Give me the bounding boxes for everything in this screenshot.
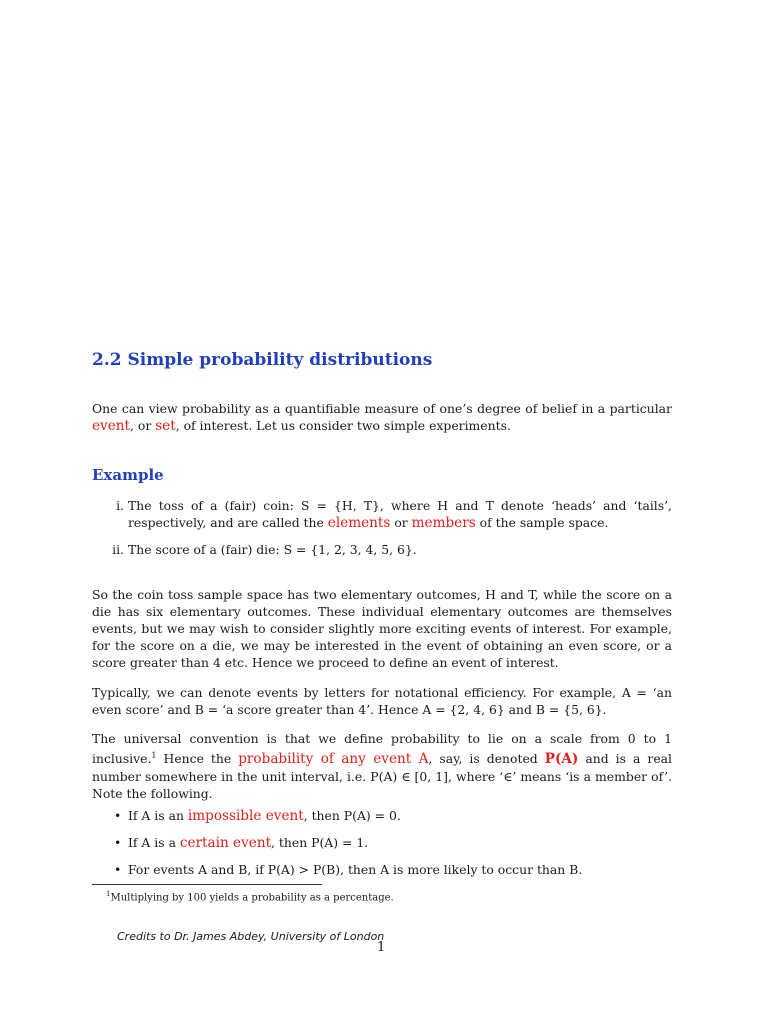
bullet-text: If A is an: [128, 808, 188, 823]
example-item-2: [112, 541, 672, 558]
item-number: ii.: [112, 542, 124, 557]
item-number: i.: [116, 498, 124, 513]
intro-paragraph: [92, 400, 672, 435]
paragraph-elementary-outcomes: So the coin toss sample space has two elementary outcomes, H and T, while the score on a die has six elementary outcomes. These individual elementary outcomes are themselves events, but we may wish to consider slightly more exciting events of interest. For example, for the score on a die, we may be interested in the event of obtaining an even score, or a score greater than 4 etc. Hence we proceed to define an event of interest.: [92, 587, 672, 670]
footnote-mark: 1: [106, 890, 111, 898]
credits-line: Credits to Dr. James Abdey, University of London: [117, 930, 385, 943]
term-probability-of-any-event: probability of any event A: [238, 751, 429, 768]
term-set: set: [155, 418, 176, 434]
bullet-icon: •: [114, 808, 122, 823]
item-text-end: of the sample space.: [475, 515, 609, 530]
p3-text-1: The universal convention is that we define probability to lie on a scale from 0 to 1 inclusive.: [92, 731, 672, 767]
footnote-divider: [92, 884, 322, 885]
footnote: [106, 888, 394, 904]
page-number: 1: [377, 940, 386, 955]
bullet-text: For events A and B, if P(A) > P(B), then A is more likely to occur than B.: [128, 862, 583, 877]
bullet-more-likely: [114, 861, 672, 878]
paragraph-probability-scale: [92, 730, 672, 802]
intro-text-3: , of interest. Let us consider two simple experiments.: [175, 418, 511, 433]
item-text-or: or: [390, 515, 412, 530]
p3-text-4: and is a real number somewhere in the unit interval, i.e. P(A) ∈ [0, 1], where ‘∈’ means ‘is a member of’. Note the following.: [92, 751, 673, 802]
term-certain-event: certain event: [179, 835, 272, 851]
bullet-text-end: , then P(A) = 0.: [303, 808, 401, 823]
item-text: The score of a (fair) die: S = {1, 2, 3, 4, 5, 6}.: [128, 542, 417, 557]
term-p-of-a: P(A): [544, 751, 579, 768]
term-elements: elements: [327, 515, 391, 531]
example-heading: Example: [92, 466, 164, 484]
example-item-1: [116, 497, 672, 532]
p3-text-2: Hence the: [156, 751, 239, 767]
term-impossible-event: impossible event: [187, 808, 304, 824]
intro-text-2: , or: [130, 418, 156, 433]
bullet-text-end: , then P(A) = 1.: [271, 835, 369, 850]
bullet-certain-event: [114, 834, 672, 852]
section-title: 2.2 Simple probability distributions: [92, 350, 433, 370]
bullet-icon: •: [114, 835, 122, 850]
bullet-impossible-event: [114, 807, 672, 825]
footnote-text: Multiplying by 100 yields a probability as a percentage.: [110, 892, 394, 904]
footnote-marker: 1: [151, 751, 157, 760]
bullet-icon: •: [114, 862, 122, 877]
bullet-text: If A is a: [128, 835, 180, 850]
paragraph-event-notation: Typically, we can denote events by letters for notational efficiency. For example, A = ‘an even score’ and B = ‘a score greater than 4’. Hence A = {2, 4, 6} and B = {5, 6}.: [92, 685, 672, 717]
item-text: The toss of a (fair) coin: S = {H, T}, where H and T denote ‘heads’ and ‘tails’, respectively, and are called the: [128, 498, 672, 530]
p3-text-3: , say, is denoted: [428, 751, 545, 767]
intro-text: One can view probability as a quantifiable measure of one’s degree of belief in a particular: [92, 401, 672, 416]
term-event: event: [92, 418, 130, 434]
term-members: members: [411, 515, 476, 531]
